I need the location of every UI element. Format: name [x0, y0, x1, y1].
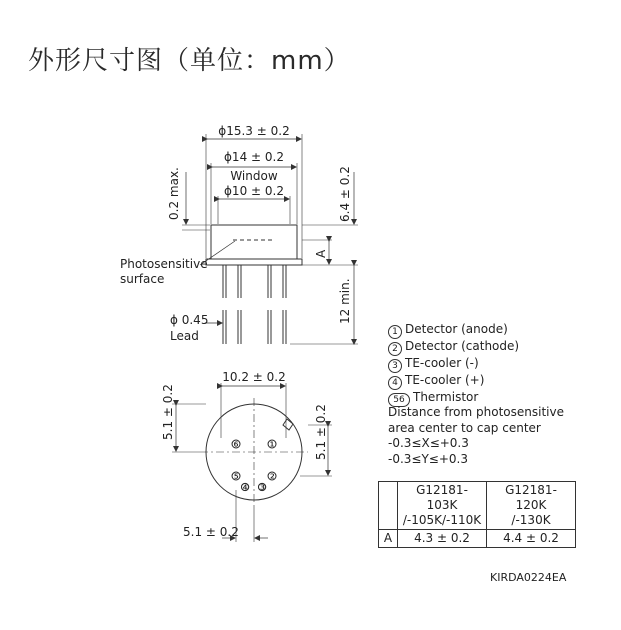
pin-6-label: ⑥: [231, 438, 241, 451]
note-line: area center to cap center: [388, 420, 541, 435]
table-row-label: A: [379, 530, 398, 548]
pin-5-label: ⑤: [231, 470, 241, 483]
drawing-code: KIRDA0224EA: [490, 571, 567, 584]
table-header-line: G12181-120K: [505, 483, 557, 512]
leads: [223, 265, 286, 344]
dim-d10: ϕ10 ± 0.2: [224, 184, 284, 198]
table-header-line: /-130K: [511, 513, 551, 527]
dim-v51-right: 5.1 ± 0.2: [314, 404, 328, 460]
note-line: -0.3≤Y≤+0.3: [388, 451, 468, 466]
cap-body: [211, 225, 297, 259]
legend-text: Thermistor: [413, 390, 479, 404]
table-cell: 4.3 ± 0.2: [398, 530, 487, 548]
photo-label-1: Photosensitive: [120, 257, 208, 271]
legend-text: TE-cooler (-): [405, 356, 479, 370]
table-header-line: G12181-103K: [416, 483, 468, 512]
dim-h64: 6.4 ± 0.2: [338, 166, 352, 222]
dim-a: A: [314, 249, 328, 258]
lead-label: Lead: [170, 329, 199, 343]
legend-num: 3: [388, 359, 402, 373]
dim-h12: 12 min.: [338, 278, 352, 324]
dim-v51-left: 5.1 ± 0.2: [161, 384, 175, 440]
dim-d102: 10.2 ± 0.2: [222, 370, 286, 384]
pin-3-label: ③: [257, 481, 267, 494]
table-header-line: /-105K/-110K: [402, 513, 482, 527]
legend-num: 4: [388, 376, 402, 390]
legend-row: [388, 373, 519, 390]
pin-4-label: ④: [240, 481, 250, 494]
table-corner: [379, 482, 398, 530]
note-line: Distance from photosensitive: [388, 405, 564, 419]
photo-label-2: surface: [120, 272, 165, 286]
pin-2-label: ②: [267, 470, 277, 483]
window-label: Window: [230, 169, 278, 183]
note-line: -0.3≤X≤+0.3: [388, 436, 469, 450]
legend-text: TE-cooler (+): [405, 373, 485, 387]
legend-text: Detector (anode): [405, 322, 508, 336]
dimension-table: [378, 481, 576, 548]
table-header: [487, 482, 576, 530]
table-cell: 4.4 ± 0.2: [487, 530, 576, 548]
page-title: 外形尺寸图（单位：mm）: [28, 46, 351, 76]
legend-row: [388, 322, 519, 339]
bottom-view: [172, 383, 332, 542]
dim-d153: ϕ15.3 ± 0.2: [218, 124, 290, 138]
flange: [206, 259, 302, 265]
dim-h51: 5.1 ± 0.2: [183, 525, 239, 539]
pin-legend: [388, 322, 519, 407]
legend-num: 1: [388, 325, 402, 339]
dim-h02: 0.2 max.: [167, 167, 181, 220]
legend-row: [388, 356, 519, 373]
pin-1-label: ①: [267, 438, 277, 451]
lead-diameter: ϕ 0.45: [170, 313, 209, 327]
table-header: [398, 482, 487, 530]
legend-row: [388, 339, 519, 356]
tolerance-note: [388, 405, 564, 467]
legend-num: 56: [388, 393, 410, 407]
legend-num: 2: [388, 342, 402, 356]
dim-d14: ϕ14 ± 0.2: [224, 150, 284, 164]
legend-text: Detector (cathode): [405, 339, 520, 353]
